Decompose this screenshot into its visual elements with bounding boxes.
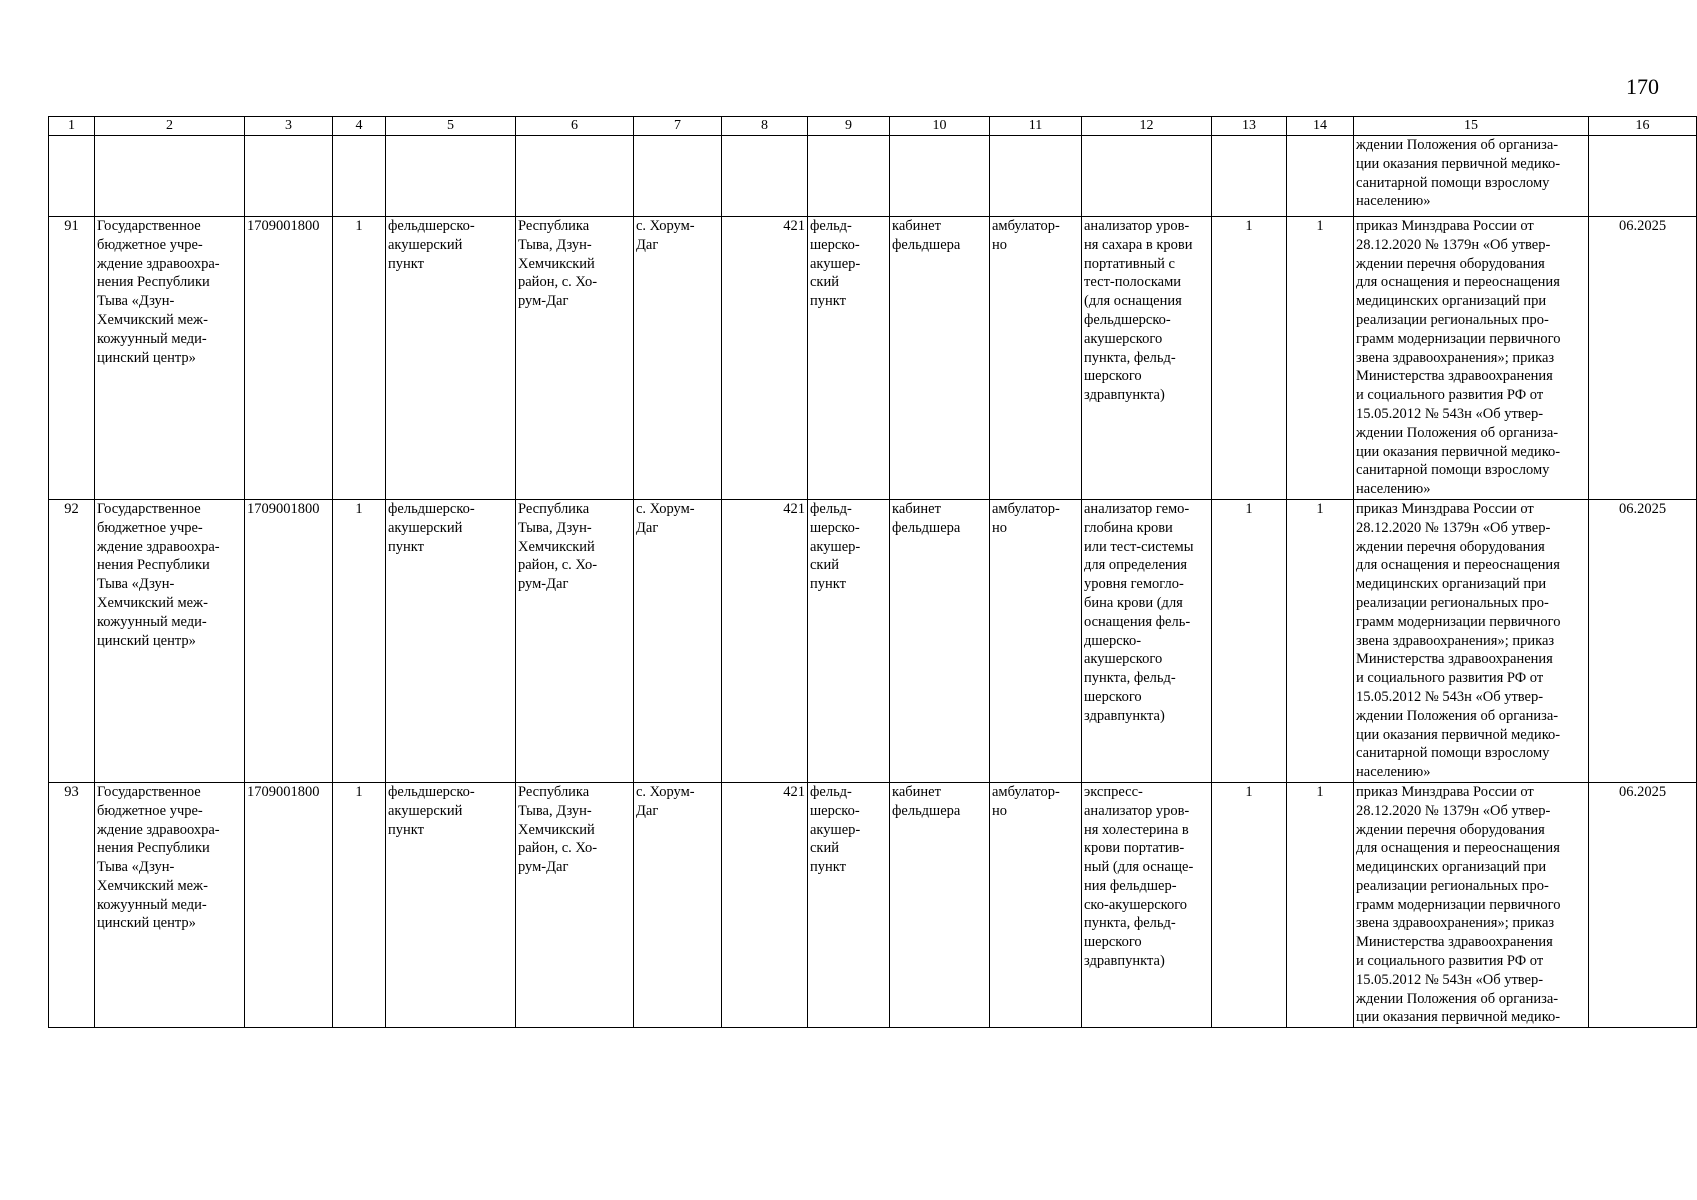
address: Республика Тыва, Дзун- Хемчикский район, с. Хо- рум-Даг	[516, 782, 634, 1027]
date: 06.2025	[1589, 217, 1697, 500]
unit: фельдшерско- акушерский пункт	[386, 782, 516, 1027]
legal-basis: приказ Минздрава России от 28.12.2020 № 1379н «Об утвер- ждении перечня оборудования для оснащения и переоснащения медицинских организаций при реализации региональных про- грамм модернизации первичного звена здравоохранения»; приказ Министерства здравоохранения и социального развития РФ от 15.05.2012 № 543н «Об утвер- ждении Положения об организа- ции оказания первичной медико- санитарной помощи взрослому населению»	[1354, 217, 1589, 500]
room: кабинет фельдшера	[890, 217, 990, 500]
date: 06.2025	[1589, 782, 1697, 1027]
col-9-value: фельд- шерско- акушер- ский пункт	[808, 499, 890, 782]
col-header: 12	[1082, 117, 1212, 136]
locality: с. Хорум- Даг	[634, 499, 722, 782]
legal-basis: приказ Минздрава России от 28.12.2020 № 1379н «Об утвер- ждении перечня оборудования для оснащения и переоснащения медицинских организаций при реализации региональных про- грамм модернизации первичного звена здравоохранения»; приказ Министерства здравоохранения и социального развития РФ от 15.05.2012 № 543н «Об утвер- ждении Положения об организа- ции оказания первичной медико- санитарной помощи взрослому населению»	[1354, 499, 1589, 782]
col-8-value: 421	[722, 782, 808, 1027]
code: 1709001800	[245, 499, 333, 782]
row-number: 93	[49, 782, 95, 1027]
col-9-value: фельд- шерско- акушер- ский пункт	[808, 782, 890, 1027]
col-header: 5	[386, 117, 516, 136]
col-header: 3	[245, 117, 333, 136]
care-type: амбулатор- но	[990, 217, 1082, 500]
col-13-value: 1	[1212, 499, 1287, 782]
table-row	[49, 782, 1697, 1027]
date: 06.2025	[1589, 499, 1697, 782]
continuation-text: ждении Положения об организа- ции оказания первичной медико- санитарной помощи взрослому населению»	[1354, 136, 1589, 217]
col-header: 7	[634, 117, 722, 136]
organization: Государственное бюджетное учре- ждение здравоохра- нения Республики Тыва «Дзун- Хемчикский меж- кожуунный меди- цинский центр»	[95, 217, 245, 500]
col-4-value: 1	[333, 499, 386, 782]
col-4-value: 1	[333, 217, 386, 500]
legal-basis: приказ Минздрава России от 28.12.2020 № 1379н «Об утвер- ждении перечня оборудования для оснащения и переоснащения медицинских организаций при реализации региональных про- грамм модернизации первичного звена здравоохранения»; приказ Министерства здравоохранения и социального развития РФ от 15.05.2012 № 543н «Об утвер- ждении Положения об организа- ции оказания первичной медико-	[1354, 782, 1589, 1027]
equipment-table	[48, 116, 1697, 1028]
col-header: 13	[1212, 117, 1287, 136]
col-14-value: 1	[1287, 499, 1354, 782]
locality: с. Хорум- Даг	[634, 782, 722, 1027]
care-type: амбулатор- но	[990, 499, 1082, 782]
col-header: 11	[990, 117, 1082, 136]
row-number: 92	[49, 499, 95, 782]
page-number: 170	[1626, 74, 1659, 99]
room: кабинет фельдшера	[890, 782, 990, 1027]
col-9-value: фельд- шерско- акушер- ский пункт	[808, 217, 890, 500]
unit: фельдшерско- акушерский пункт	[386, 217, 516, 500]
col-8-value: 421	[722, 217, 808, 500]
column-number-header	[49, 117, 1697, 136]
address: Республика Тыва, Дзун- Хемчикский район, с. Хо- рум-Даг	[516, 499, 634, 782]
organization: Государственное бюджетное учре- ждение здравоохра- нения Республики Тыва «Дзун- Хемчикский меж- кожуунный меди- цинский центр»	[95, 782, 245, 1027]
equipment: анализатор гемо- глобина крови или тест-системы для определения уровня гемогло- бина крови (для оснащения фель- дшерско- акушерского пункта, фельд- шерского здравпункта)	[1082, 499, 1212, 782]
col-14-value: 1	[1287, 782, 1354, 1027]
col-header: 14	[1287, 117, 1354, 136]
address: Республика Тыва, Дзун- Хемчикский район, с. Хо- рум-Даг	[516, 217, 634, 500]
col-header: 15	[1354, 117, 1589, 136]
col-header: 6	[516, 117, 634, 136]
col-header: 8	[722, 117, 808, 136]
room: кабинет фельдшера	[890, 499, 990, 782]
col-4-value: 1	[333, 782, 386, 1027]
organization: Государственное бюджетное учре- ждение здравоохра- нения Республики Тыва «Дзун- Хемчикский меж- кожуунный меди- цинский центр»	[95, 499, 245, 782]
equipment: анализатор уров- ня сахара в крови портативный с тест-полосками (для оснащения фельдшерско- акушерского пункта, фельд- шерского здравпункта)	[1082, 217, 1212, 500]
col-14-value: 1	[1287, 217, 1354, 500]
table-row	[49, 499, 1697, 782]
col-8-value: 421	[722, 499, 808, 782]
code: 1709001800	[245, 782, 333, 1027]
col-header: 2	[95, 117, 245, 136]
col-header: 4	[333, 117, 386, 136]
continuation-row	[49, 136, 1697, 217]
col-13-value: 1	[1212, 782, 1287, 1027]
col-header: 16	[1589, 117, 1697, 136]
care-type: амбулатор- но	[990, 782, 1082, 1027]
col-header: 1	[49, 117, 95, 136]
locality: с. Хорум- Даг	[634, 217, 722, 500]
col-header: 9	[808, 117, 890, 136]
col-13-value: 1	[1212, 217, 1287, 500]
equipment: экспресс- анализатор уров- ня холестерина в крови портатив- ный (для оснаще- ния фельдшер- ско-акушерского пункта, фельд- шерского здравпункта)	[1082, 782, 1212, 1027]
col-header: 10	[890, 117, 990, 136]
code: 1709001800	[245, 217, 333, 500]
row-number: 91	[49, 217, 95, 500]
table-row	[49, 217, 1697, 500]
unit: фельдшерско- акушерский пункт	[386, 499, 516, 782]
